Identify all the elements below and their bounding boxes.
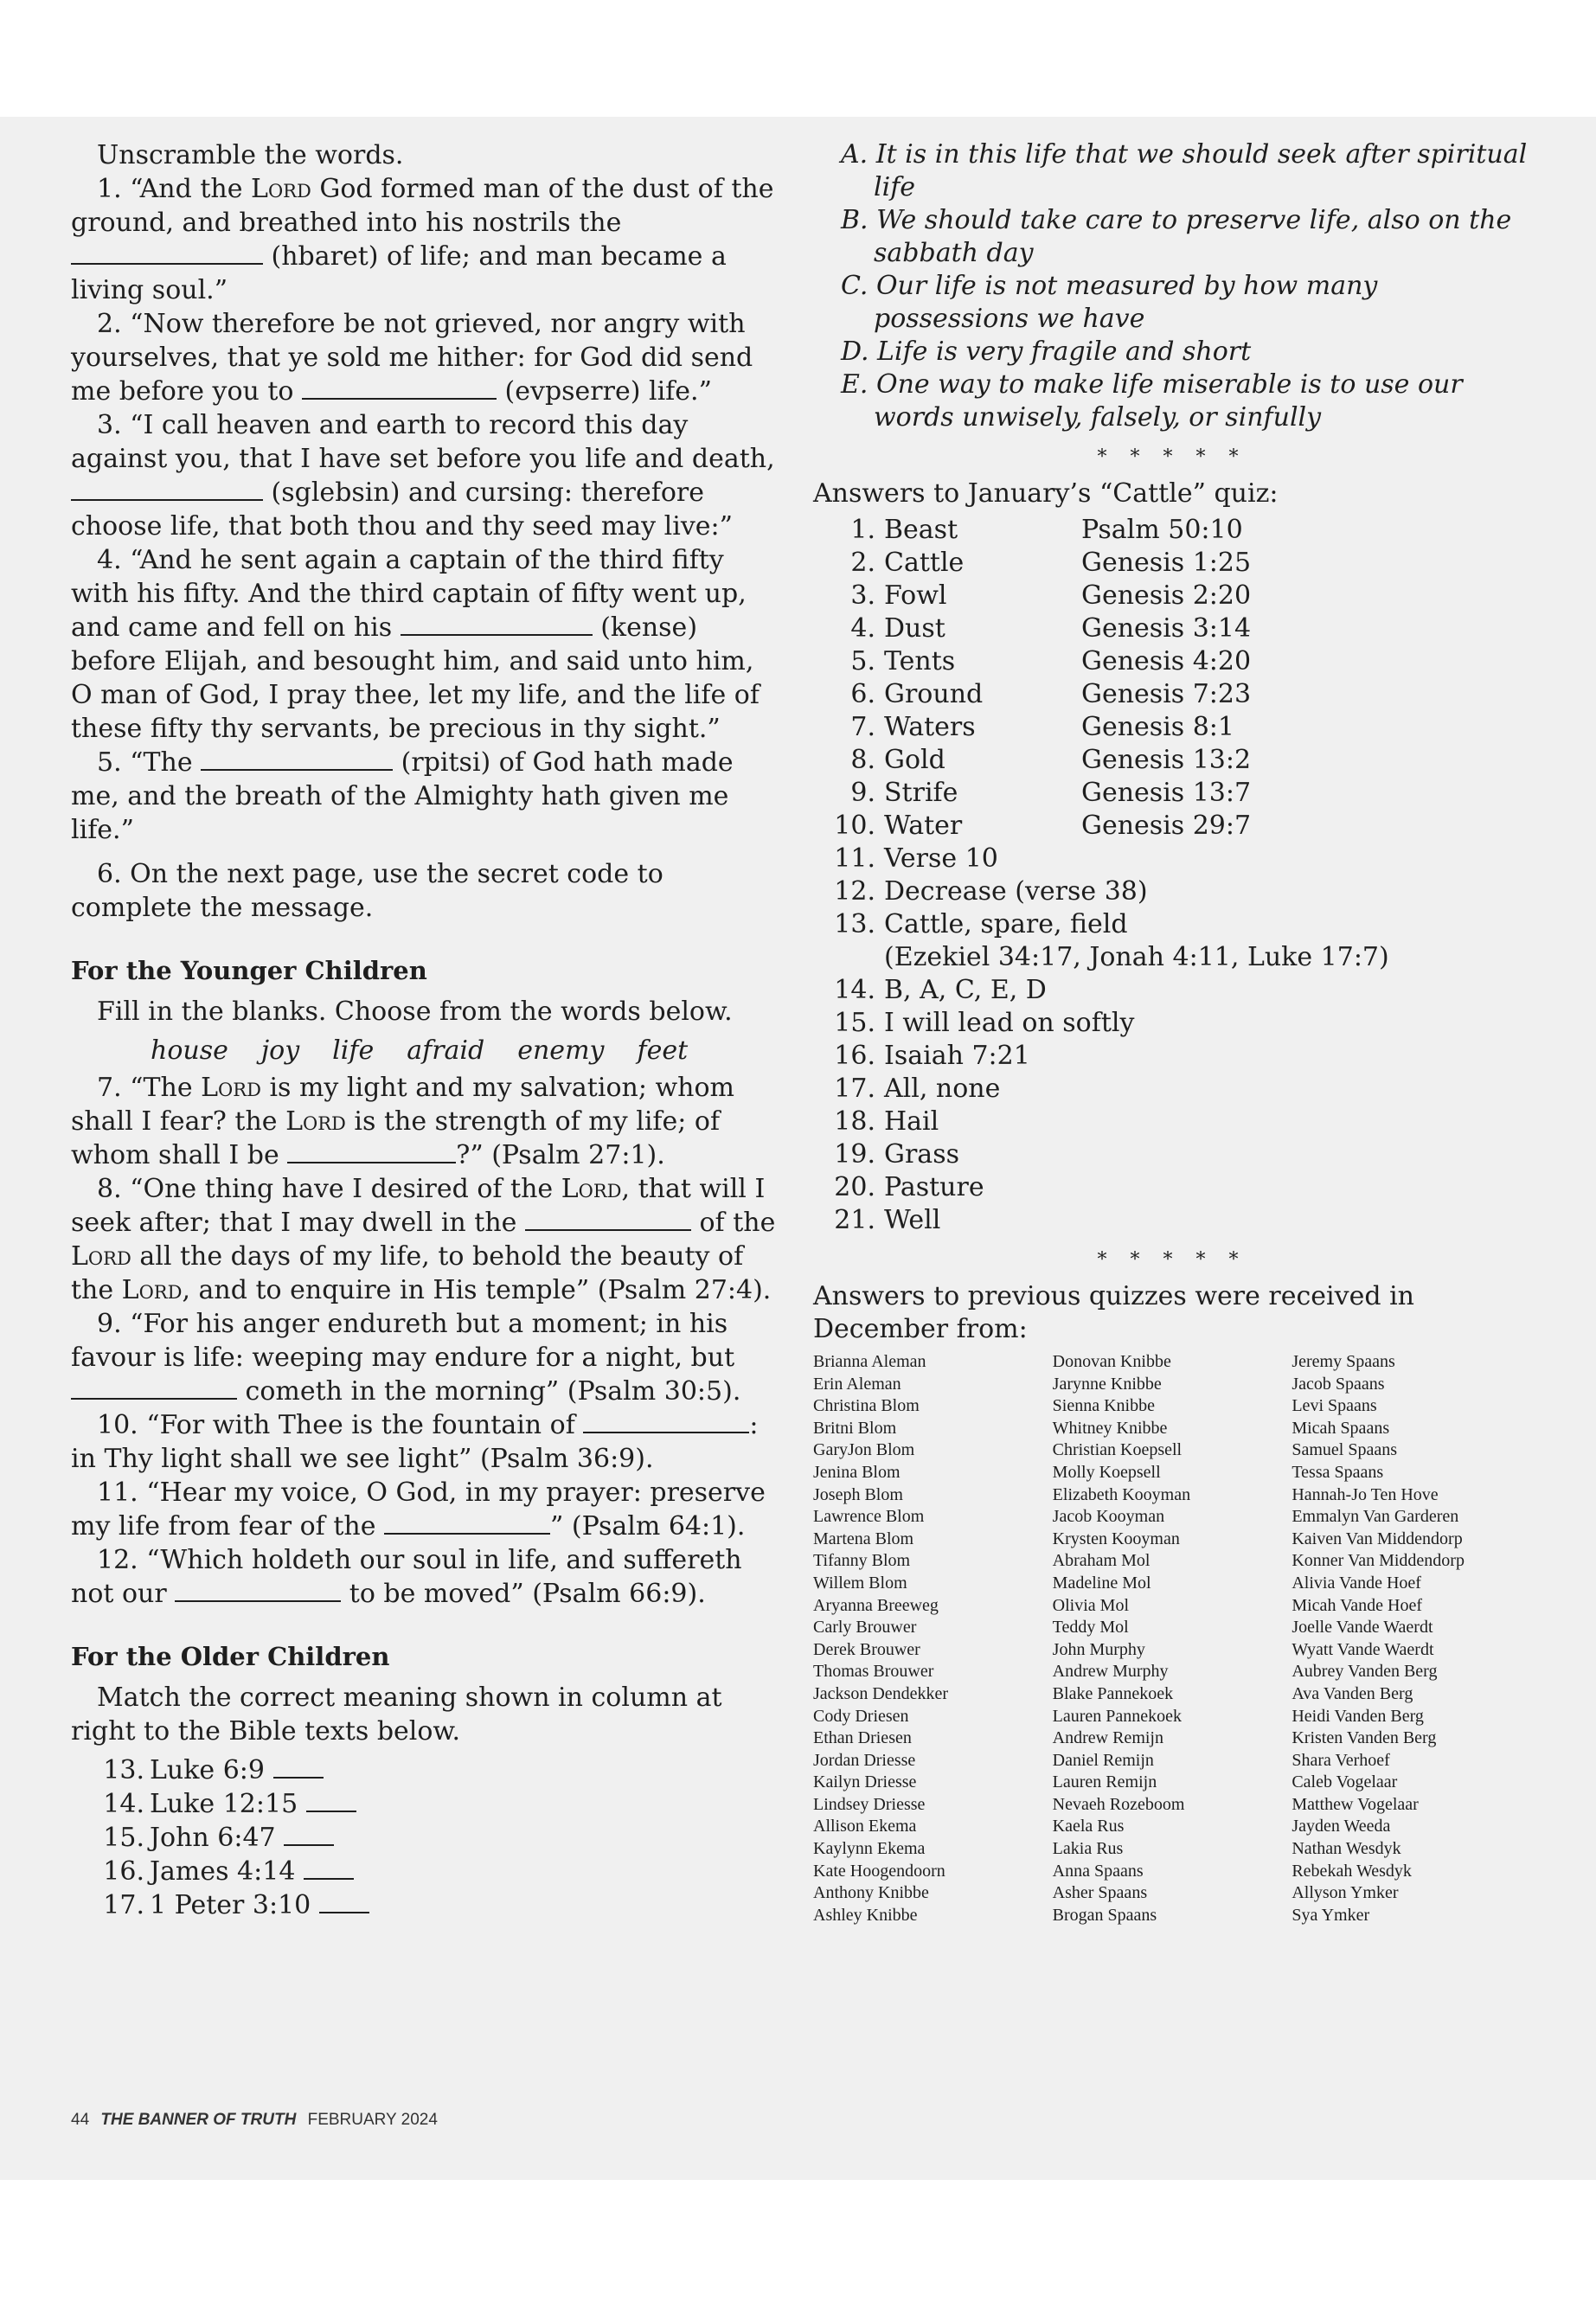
answer-number: 8.: [850, 745, 875, 775]
question-11: 11. “Hear my voice, O God, in my prayer: preserve my life from fear of the ” (Psalm 64:1).: [71, 1477, 766, 1541]
answer-word: Fowl: [884, 580, 947, 611]
answer-reference: Genesis 8:1: [1081, 712, 1234, 742]
answer-blank[interactable]: [71, 244, 263, 265]
answer-number: 6.: [850, 679, 875, 709]
answer-number: 11.: [834, 843, 875, 874]
answer-word: Hail: [884, 1106, 939, 1137]
participant-name: Daniel Remijn: [1052, 1750, 1154, 1770]
answer-row: [813, 941, 1531, 974]
participant-name: Jordan Driesse: [813, 1750, 916, 1770]
participant-name: Konner Van Middendorp: [1292, 1551, 1465, 1571]
unscramble-instructions: Unscramble the words.: [97, 140, 404, 170]
answer-word: Pasture: [884, 1172, 984, 1202]
participant-name: Jacob Spaans: [1292, 1374, 1385, 1394]
names-column: [1053, 1351, 1292, 1926]
participant-name: Ava Vanden Berg: [1292, 1683, 1413, 1703]
participant-name: Martena Blom: [813, 1529, 914, 1548]
answer-blank[interactable]: [201, 750, 393, 771]
question-3: 3. “I call heaven and earth to record this day against you, that I have set before you life and death, (sglebsin) and cursing: therefore choose life, that both thou and thy seed may live:”: [71, 410, 775, 542]
participant-name: Carly Brouwer: [813, 1618, 917, 1638]
participant-name: Christian Koepsell: [1052, 1440, 1183, 1460]
page-footer: [71, 2111, 438, 2130]
participant-name: Joelle Vande Waerdt: [1292, 1618, 1433, 1638]
word-option: feet: [637, 1035, 689, 1066]
answer-number: 19.: [834, 1139, 875, 1170]
participant-name: Lakia Rus: [1052, 1839, 1124, 1859]
answer-word: Gold: [884, 745, 945, 775]
word-option: enemy: [517, 1035, 605, 1066]
participant-name: Blake Pannekoek: [1052, 1683, 1174, 1703]
participant-name: Andrew Remijn: [1052, 1728, 1163, 1748]
older-instructions: Match the correct meaning shown in column at right to the Bible texts below.: [71, 1682, 722, 1747]
answer-blank[interactable]: [273, 1758, 324, 1779]
word-option: house: [151, 1035, 228, 1066]
answer-number: [813, 941, 884, 974]
participant-name: Kate Hoogendoorn: [813, 1861, 945, 1881]
question-6: 6. On the next page, use the secret code to complete the message.: [71, 859, 663, 923]
meaning-item: E. One way to make life miserable is to use our words unwisely, falsely, or sinfully: [841, 369, 1463, 433]
participant-name: Molly Koepsell: [1052, 1462, 1161, 1482]
answer-blank[interactable]: [304, 1859, 354, 1880]
answer-row: [813, 1040, 1531, 1073]
answer-word: Strife: [884, 778, 958, 808]
answer-number: 17.: [834, 1074, 875, 1104]
participant-name: Sienna Knibbe: [1052, 1396, 1155, 1416]
participant-name: Kristen Vanden Berg: [1292, 1728, 1437, 1748]
question-9: 9. “For his anger endureth but a moment; in his favour is life: weeping may endure for a night, but cometh in the morning” (Psalm 30:5).: [71, 1309, 741, 1407]
participant-name: Micah Spaans: [1292, 1418, 1390, 1438]
participant-name: Aryanna Breeweg: [813, 1595, 939, 1615]
answer-number: 2.: [850, 548, 875, 578]
answer-word: Tents: [884, 646, 956, 676]
left-column: [71, 138, 782, 1922]
answer-row: [813, 645, 1531, 678]
participant-name: Kaiven Van Middendorp: [1292, 1529, 1463, 1548]
participant-name: Krysten Kooyman: [1052, 1529, 1180, 1548]
meaning-item: A. It is in this life that we should seek after spiritual life: [841, 139, 1528, 202]
participant-name: Aubrey Vanden Berg: [1292, 1662, 1438, 1682]
word-option: afraid: [407, 1035, 485, 1066]
participant-name: Thomas Brouwer: [813, 1662, 934, 1682]
participant-name: Madeline Mol: [1052, 1573, 1151, 1593]
answer-blank[interactable]: [175, 1581, 341, 1602]
answer-row: [813, 974, 1531, 1007]
participant-name: Teddy Mol: [1052, 1618, 1129, 1638]
participant-name: Samuel Spaans: [1292, 1440, 1397, 1460]
participant-name: Elizabeth Kooyman: [1052, 1484, 1191, 1504]
participant-name: Lawrence Blom: [813, 1507, 925, 1527]
issue-date: FEBRUARY 2024: [307, 2111, 438, 2129]
question-2: 2. “Now therefore be not grieved, nor angry with yourselves, that ye sold me hither: for God did send me before you to (evpserre) life.”: [71, 309, 753, 407]
participant-name: Levi Spaans: [1292, 1396, 1377, 1416]
participant-name: GaryJon Blom: [813, 1440, 915, 1460]
answer-number: 16.: [834, 1041, 875, 1071]
answer-word: Grass: [884, 1139, 959, 1170]
participant-name: Brianna Aleman: [813, 1352, 926, 1371]
matching-item: 15. John 6:47: [71, 1821, 782, 1855]
answer-word: Cattle, spare, field: [884, 909, 1128, 939]
names-column: [1292, 1351, 1531, 1926]
participant-name: Sya Ymker: [1292, 1905, 1370, 1925]
answer-blank[interactable]: [284, 1825, 334, 1846]
participant-name: Abraham Mol: [1052, 1551, 1151, 1571]
answer-row: [813, 580, 1531, 612]
answer-reference: Psalm 50:10: [1081, 515, 1243, 545]
answer-blank[interactable]: [583, 1413, 749, 1433]
answer-blank[interactable]: [401, 615, 593, 636]
participant-name: Ethan Driesen: [813, 1728, 912, 1748]
younger-children-heading: For the Younger Children: [71, 956, 427, 985]
answer-row: [813, 1073, 1531, 1106]
names-column: [813, 1351, 1053, 1926]
answer-number: 13.: [834, 909, 875, 939]
participant-name: Olivia Mol: [1052, 1595, 1130, 1615]
participant-name: Tessa Spaans: [1292, 1462, 1384, 1482]
answer-blank[interactable]: [525, 1210, 691, 1231]
answer-row: [813, 843, 1531, 875]
answer-blank[interactable]: [306, 1791, 356, 1812]
participant-name: Andrew Murphy: [1052, 1662, 1169, 1682]
answer-number: 20.: [834, 1172, 875, 1202]
meaning-item: B. We should take care to preserve life, also on the sabbath day: [841, 205, 1512, 268]
answer-word: (Ezekiel 34:17, Jonah 4:11, Luke 17:7): [884, 942, 1389, 972]
participant-name: Derek Brouwer: [813, 1639, 920, 1659]
answer-number: 15.: [834, 1008, 875, 1038]
answer-number: 5.: [850, 646, 875, 676]
participant-name: Jenina Blom: [813, 1462, 901, 1482]
word-option: life: [332, 1035, 375, 1066]
participant-name: Kailyn Driesse: [813, 1772, 917, 1792]
participant-name: Whitney Knibbe: [1052, 1418, 1168, 1438]
names-grid: [813, 1351, 1531, 1926]
participant-name: Lauren Remijn: [1052, 1772, 1157, 1792]
question-4: 4. “And he sent again a captain of the third fifty with his fifty. And the third captain of fifty went up, and came and fell on his (kense) before Elijah, and besought him, and said unto him, O man of God, I pray thee, let my life, and the life of these fifty thy servants, be precious in thy sight.”: [71, 545, 760, 744]
answer-number: 12.: [834, 876, 875, 907]
answer-row: [813, 1138, 1531, 1171]
answer-number: 3.: [850, 580, 875, 611]
participant-name: Asher Spaans: [1052, 1883, 1148, 1903]
right-column: [813, 138, 1531, 1926]
participant-name: Jayden Weeda: [1292, 1817, 1391, 1836]
answer-number: 1.: [850, 515, 875, 545]
participant-name: Anna Spaans: [1052, 1861, 1144, 1881]
participant-name: Emmalyn Van Garderen: [1292, 1507, 1459, 1527]
participant-name: Jarynne Knibbe: [1052, 1374, 1162, 1394]
participant-name: Hannah-Jo Ten Hove: [1292, 1484, 1439, 1504]
answer-reference: Genesis 3:14: [1081, 613, 1252, 644]
answer-blank[interactable]: [384, 1514, 550, 1535]
participant-name: Donovan Knibbe: [1052, 1352, 1171, 1371]
answer-blank[interactable]: [302, 379, 497, 400]
answer-word: B, A, C, E, D: [884, 975, 1047, 1005]
participant-name: Anthony Knibbe: [813, 1883, 929, 1903]
answer-word: Beast: [884, 515, 958, 545]
answer-word: Dust: [884, 613, 945, 644]
participant-name: Kaylynn Ekema: [813, 1839, 926, 1859]
answer-number: 18.: [834, 1106, 875, 1137]
participant-name: Ashley Knibbe: [813, 1905, 918, 1925]
answer-row: [813, 1106, 1531, 1138]
participant-name: Heidi Vanden Berg: [1292, 1706, 1424, 1726]
question-7: 7. “The Lord is my light and my salvation; whom shall I fear? the Lord is the strength of my life; of whom shall I be ?” (Psalm 27:1).: [71, 1073, 734, 1170]
question-12: 12. “Which holdeth our soul in life, and suffereth not our to be moved” (Psalm 66:9).: [71, 1545, 742, 1609]
participant-name: Allison Ekema: [813, 1817, 917, 1836]
participant-name: Jacob Kooyman: [1052, 1507, 1165, 1527]
answers-title: Answers to January’s “Cattle” quiz:: [813, 478, 1279, 509]
received-title: Answers to previous quizzes were received in December from:: [813, 1281, 1414, 1344]
answer-number: 7.: [850, 712, 875, 742]
question-1: 1. “And the Lord God formed man of the dust of the ground, and breathed into his nostrils the (hbaret) of life; and man became a living soul.”: [71, 174, 774, 305]
answer-reference: Genesis 2:20: [1081, 580, 1252, 611]
answer-row: [813, 744, 1531, 777]
separator: * * * * *: [1097, 1249, 1247, 1271]
matching-item: 13. Luke 6:9: [71, 1753, 782, 1787]
participant-name: Rebekah Wesdyk: [1292, 1861, 1412, 1881]
matching-list: [71, 1753, 782, 1922]
answer-word: All, none: [884, 1074, 1001, 1104]
older-children-heading: For the Older Children: [71, 1642, 390, 1671]
participant-name: Alivia Vande Hoef: [1292, 1573, 1421, 1593]
answer-row: [813, 810, 1531, 843]
meaning-item: C. Our life is not measured by how many possessions we have: [841, 271, 1378, 334]
answer-row: [813, 1204, 1531, 1237]
participant-name: Tifanny Blom: [813, 1551, 911, 1571]
answers-list: [813, 514, 1531, 1237]
participant-name: John Murphy: [1052, 1639, 1145, 1659]
answer-blank[interactable]: [319, 1893, 369, 1913]
matching-item: 14. Luke 12:15: [71, 1787, 782, 1821]
answer-reference: Genesis 7:23: [1081, 679, 1252, 709]
question-5: 5. “The (rpitsi) of God hath made me, and the breath of the Almighty hath given me life.”: [71, 747, 734, 845]
answer-word: Decrease (verse 38): [884, 876, 1148, 907]
participant-name: Allyson Ymker: [1292, 1883, 1399, 1903]
participant-name: Wyatt Vande Waerdt: [1292, 1639, 1434, 1659]
answer-word: Verse 10: [884, 843, 998, 874]
word-option: joy: [260, 1035, 300, 1066]
participant-name: Brogan Spaans: [1052, 1905, 1157, 1925]
answer-number: 21.: [834, 1205, 875, 1235]
answer-blank[interactable]: [71, 480, 263, 501]
answer-word: Well: [884, 1205, 941, 1235]
publication-title: THE BANNER OF TRUTH: [100, 2111, 297, 2129]
participant-name: Willem Blom: [813, 1573, 907, 1593]
answer-row: [813, 547, 1531, 580]
participant-name: Erin Aleman: [813, 1374, 901, 1394]
answer-reference: Genesis 29:7: [1081, 811, 1252, 841]
answer-reference: Genesis 1:25: [1081, 548, 1252, 578]
answer-word: Cattle: [884, 548, 965, 578]
matching-item: 17. 1 Peter 3:10: [71, 1888, 782, 1922]
answer-row: [813, 1007, 1531, 1040]
answer-row: [813, 875, 1531, 908]
answer-row: [813, 612, 1531, 645]
participant-name: Caleb Vogelaar: [1292, 1772, 1398, 1792]
word-bank: [71, 1034, 782, 1067]
participant-name: Matthew Vogelaar: [1292, 1794, 1419, 1814]
answer-row: [813, 1171, 1531, 1204]
participant-name: Jeremy Spaans: [1292, 1352, 1395, 1371]
answer-blank[interactable]: [287, 1143, 456, 1163]
answer-word: Isaiah 7:21: [884, 1041, 1030, 1071]
answer-number: 4.: [850, 613, 875, 644]
question-10: 10. “For with Thee is the fountain of : in Thy light shall we see light” (Psalm 36:9).: [71, 1410, 759, 1474]
answer-number: 9.: [850, 778, 875, 808]
participant-name: Cody Driesen: [813, 1706, 909, 1726]
answer-reference: Genesis 4:20: [1081, 646, 1252, 676]
answer-reference: Genesis 13:7: [1081, 778, 1252, 808]
matching-item: 16. James 4:14: [71, 1855, 782, 1888]
participant-name: Lauren Pannekoek: [1052, 1706, 1183, 1726]
answer-row: [813, 514, 1531, 547]
meanings-list: [813, 138, 1531, 434]
answer-row: [813, 908, 1531, 941]
answer-number: 10.: [834, 811, 875, 841]
answer-word: Waters: [884, 712, 976, 742]
answer-word: Ground: [884, 679, 984, 709]
answer-row: [813, 711, 1531, 744]
participant-name: Kaela Rus: [1052, 1817, 1125, 1836]
participant-name: Britni Blom: [813, 1418, 897, 1438]
answer-number: 14.: [834, 975, 875, 1005]
answer-reference: Genesis 13:2: [1081, 745, 1252, 775]
answer-row: [813, 777, 1531, 810]
question-8: 8. “One thing have I desired of the Lord, that will I seek after; that I may dwell in the of the Lord all the days of my life, to behold the beauty of the Lord, and to enquire in His temple” (Psalm 27:4).: [71, 1174, 776, 1305]
participant-name: Shara Verhoef: [1292, 1750, 1390, 1770]
participant-name: Nevaeh Rozeboom: [1052, 1794, 1185, 1814]
separator: * * * * *: [1097, 446, 1247, 468]
participant-name: Lindsey Driesse: [813, 1794, 926, 1814]
answer-blank[interactable]: [71, 1379, 237, 1400]
answer-row: [813, 678, 1531, 711]
participant-name: Joseph Blom: [813, 1484, 903, 1504]
meaning-item: D. Life is very fragile and short: [841, 336, 1252, 367]
participant-name: Nathan Wesdyk: [1292, 1839, 1401, 1859]
answer-word: I will lead on softly: [884, 1008, 1135, 1038]
answer-word: Water: [884, 811, 963, 841]
participant-name: Christina Blom: [813, 1396, 920, 1416]
participant-name: Jackson Dendekker: [813, 1683, 949, 1703]
page-number: 44: [71, 2111, 90, 2129]
younger-instructions: Fill in the blanks. Choose from the words below.: [97, 997, 733, 1027]
participant-name: Micah Vande Hoef: [1292, 1595, 1423, 1615]
